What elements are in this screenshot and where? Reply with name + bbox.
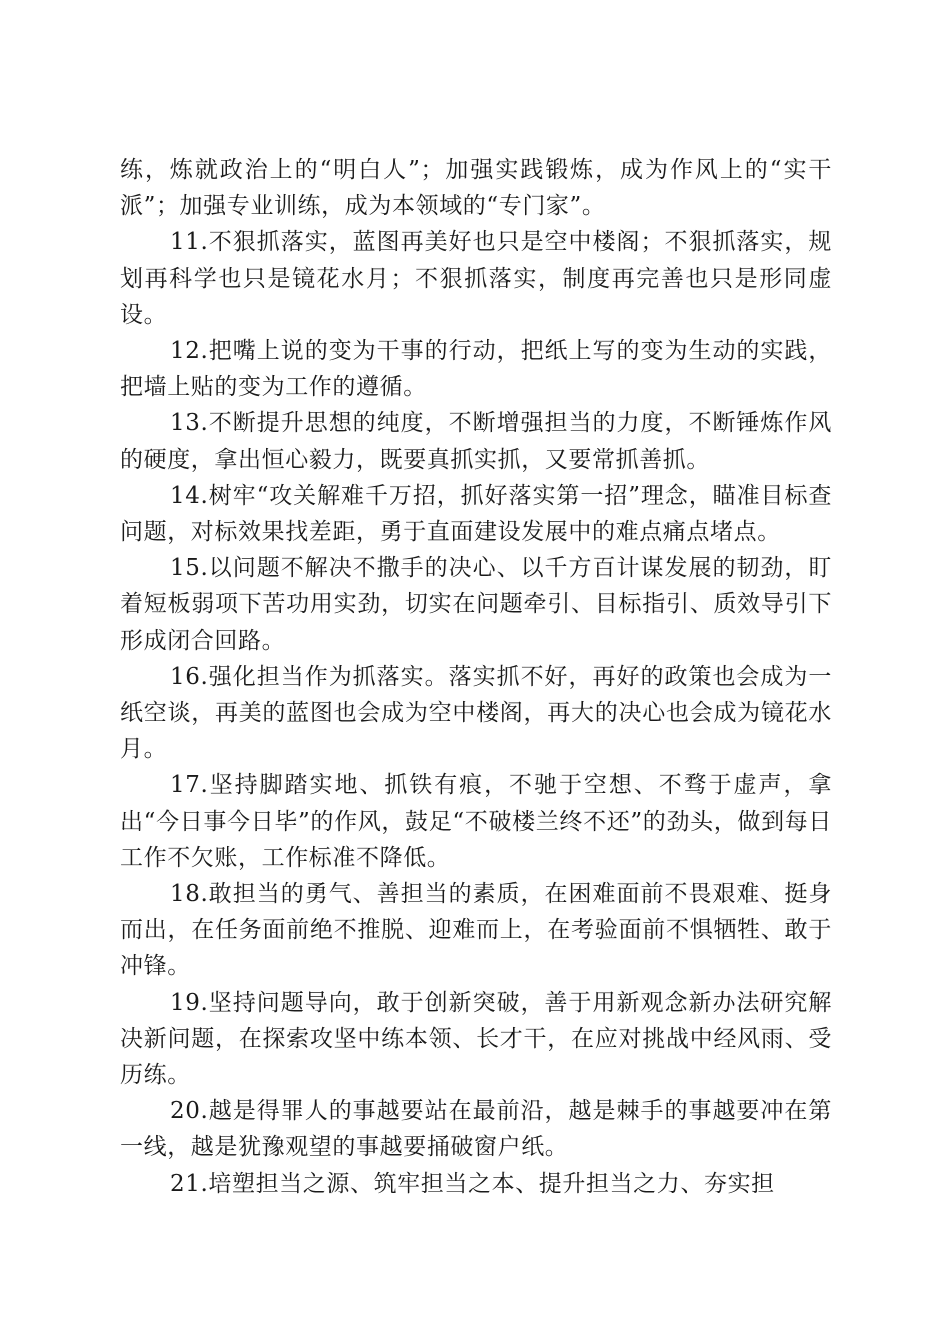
paragraph-17: 17.坚持脚踏实地、抓铁有痕，不驰于空想、不骛于虚声，拿出“今日事今日毕”的作风，鼓足“不破楼兰终不还”的劲头，做到每日工作不欠账，工作标准不降低。	[120, 772, 832, 871]
paragraph-16: 16.强化担当作为抓落实。落实抓不好，再好的政策也会成为一纸空谈，再美的蓝图也会成为空中楼阁，再大的决心也会成为镜花水月。	[120, 663, 832, 763]
paragraph-19: 19.坚持问题导向，敢于创新突破，善于用新观念新办法研究解决新问题，在探索攻坚中练本领、长才干，在应对挑战中经风雨、受历练。	[120, 989, 832, 1089]
paragraph-20: 20.越是得罪人的事越要站在最前沿，越是棘手的事越要冲在第一线，越是犹豫观望的事越要捅破窗户纸。	[120, 1098, 832, 1161]
paragraph-14: 14.树牢“攻关解难千万招，抓好落实第一招”理念，瞄准目标查问题，对标效果找差距，勇于直面建设发展中的难点痛点堵点。	[120, 482, 832, 546]
paragraph-continuation: 练，炼就政治上的“明白人”；加强实践锻炼，成为作风上的“实干派”；加强专业训练，成为本领域的“专门家”。	[120, 157, 832, 220]
paragraph-12: 12.把嘴上说的变为干事的行动，把纸上写的变为生动的实践，把墙上贴的变为工作的遵循。	[120, 338, 832, 401]
paragraph-18: 18.敢担当的勇气、善担当的素质，在困难面前不畏艰难、挺身而出，在任务面前绝不推脱、迎难而上，在考验面前不惧牺牲、敢于冲锋。	[120, 881, 832, 980]
paragraph-11: 11.不狠抓落实，蓝图再美好也只是空中楼阁；不狠抓落实，规划再科学也只是镜花水月；不狠抓落实，制度再完善也只是形同虚设。	[120, 229, 832, 328]
paragraph-21: 21.培塑担当之源、筑牢担当之本、提升担当之力、夯实担	[170, 1170, 775, 1197]
document-body	[120, 152, 832, 1202]
paragraph-15: 15.以问题不解决不撒手的决心、以千方百计谋发展的韧劲，盯着短板弱项下苦功用实劲，切实在问题牵引、目标指引、质效导引下形成闭合回路。	[120, 555, 832, 654]
paragraph-13: 13.不断提升思想的纯度，不断增强担当的力度，不断锤炼作风的硬度，拿出恒心毅力，既要真抓实抓，又要常抓善抓。	[120, 410, 832, 473]
